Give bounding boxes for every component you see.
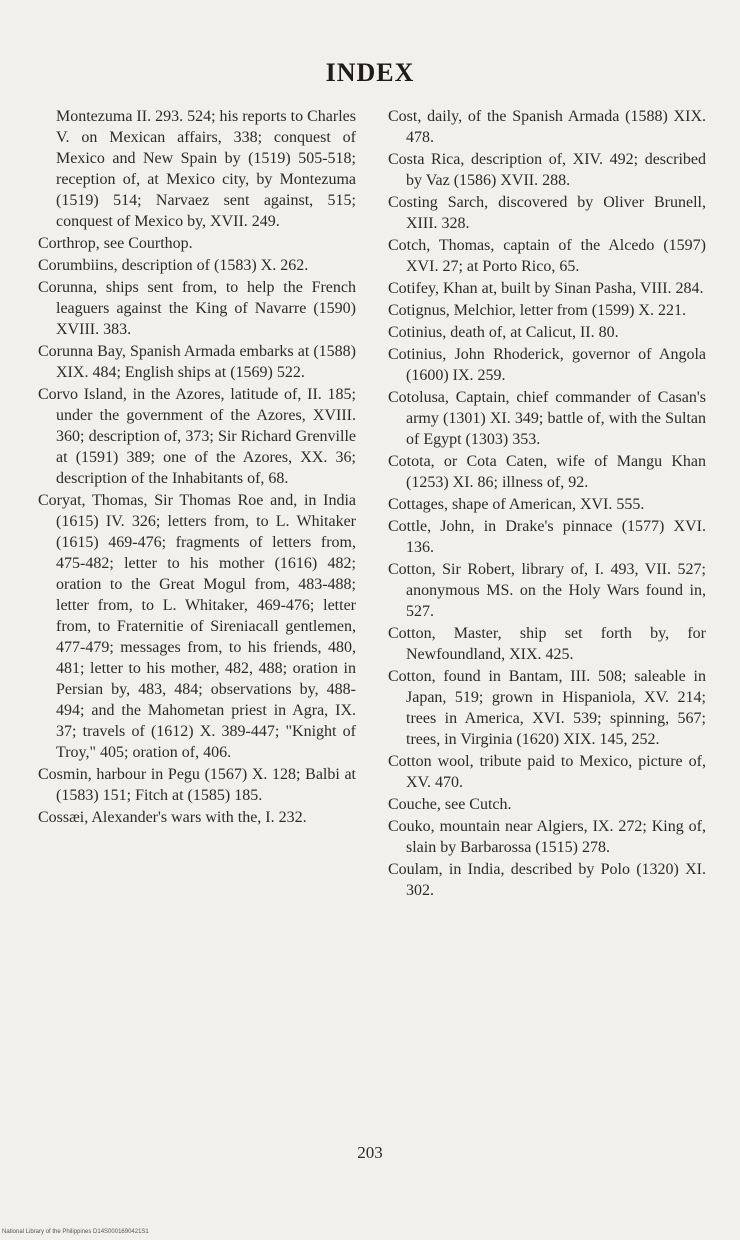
index-entry: Cotinius, John Rhoderick, governor of Angola (1600) IX. 259. [388,346,706,384]
index-entry: Corunna, ships sent from, to help the French leaguers against the King of Navarre (1590) XVIII. 383. [38,279,356,338]
index-entry: Cotton, Sir Robert, library of, I. 493, VII. 527; anonymous MS. on the Holy Wars found in, 527. [388,561,706,620]
page-number: 203 [357,1143,383,1162]
index-entry: Montezuma II. 293. 524; his reports to Charles V. on Mexican affairs, 338; conquest of Mexico and New Spain by (1519) 505-518; reception of, at Mexico city, by Montezuma (1519) 514; Narvaez sent against, 515; conquest of Mexico by, XVII. 249. [56,108,356,230]
left-column [38,106,356,829]
index-entry: Cottages, shape of American, XVI. 555. [388,496,645,513]
scan-footer: National Library of the Philippines D14S0001690421S1 [2,1229,149,1235]
index-entry: Couko, mountain near Algiers, IX. 272; King of, slain by Barbarossa (1515) 278. [388,818,706,856]
index-entry: Cotolusa, Captain, chief commander of Casan's army (1301) XI. 349; battle of, with the Sultan of Egypt (1303) 353. [388,389,706,448]
index-entry: Cotton, found in Bantam, III. 508; saleable in Japan, 519; grown in Hispaniola, XV. 214; trees in America, XVI. 539; spinning, 567; trees, in Virginia (1620) XIX. 145, 252. [388,668,706,748]
index-entry: Cossæi, Alexander's wars with the, I. 232. [38,809,307,826]
index-entry: Coulam, in India, described by Polo (1320) XI. 302. [388,861,706,899]
index-entry: Cotinius, death of, at Calicut, II. 80. [388,324,619,341]
index-entry: Costa Rica, description of, XIV. 492; described by Vaz (1586) XVII. 288. [388,151,706,189]
index-entry: Couche, see Cutch. [388,796,512,813]
index-entry: Cotota, or Cota Caten, wife of Mangu Khan (1253) XI. 86; illness of, 92. [388,453,706,491]
index-entry: Cotifey, Khan at, built by Sinan Pasha, VIII. 284. [388,280,704,297]
index-entry: Cotton, Master, ship set forth by, for Newfoundland, XIX. 425. [388,625,706,663]
index-entry: Corvo Island, in the Azores, latitude of, II. 185; under the government of the Azores, XVIII. 360; description of, 373; Sir Richard Grenville at (1591) 389; one of the Azores, XX. 36; description of the Inhabitants of, 68. [38,386,356,487]
page-title: INDEX [325,58,415,87]
index-entry: Corumbiins, description of (1583) X. 262. [38,257,309,274]
right-column [388,106,706,902]
index-entry: Corthrop, see Courthop. [38,235,193,252]
index-entry: Cottle, John, in Drake's pinnace (1577) XVI. 136. [388,518,706,556]
index-entry: Cotignus, Melchior, letter from (1599) X. 221. [388,302,686,319]
index-entry: Cosmin, harbour in Pegu (1567) X. 128; Balbi at (1583) 151; Fitch at (1585) 185. [38,766,356,804]
index-entry: Cotch, Thomas, captain of the Alcedo (1597) XVI. 27; at Porto Rico, 65. [388,237,706,275]
index-entry: Cost, daily, of the Spanish Armada (1588) XIX. 478. [388,108,706,146]
index-entry: Costing Sarch, discovered by Oliver Brunell, XIII. 328. [388,194,706,232]
index-entry: Coryat, Thomas, Sir Thomas Roe and, in India (1615) IV. 326; letters from, to L. Whitaker (1615) 469-476; fragments of letters from, 475-482; letter to his mother (1616) 482; oration to the Great Mogul from, 483-488; letter from, to L. Whitaker, 469-476; letter from, to Fraternitie of Sireniacall gentlemen, 477-479; messages from, to his friends, 480, 481; letter to his mother, 482, 488; oration in Persian by, 483, 484; observations by, 488-494; and the Mahometan priest in Agra, IX. 37; travels of (1612) X. 389-447; "Knight of Troy," 405; oration of, 406. [38,492,356,761]
index-entry: Corunna Bay, Spanish Armada embarks at (1588) XIX. 484; English ships at (1569) 522. [38,343,356,381]
index-entry: Cotton wool, tribute paid to Mexico, picture of, XV. 470. [388,753,706,791]
